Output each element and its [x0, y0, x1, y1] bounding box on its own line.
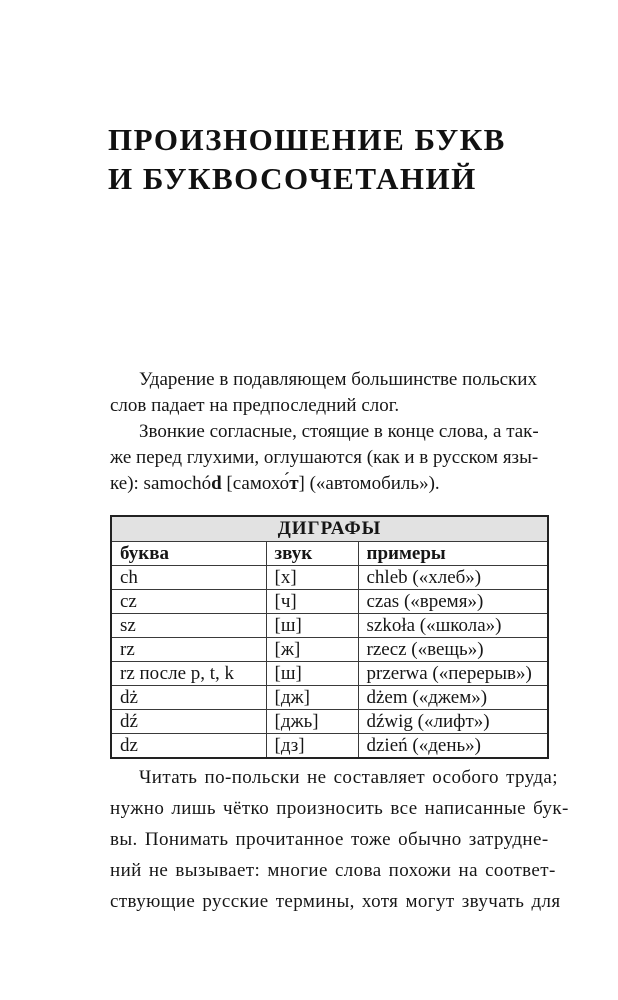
text-line	[110, 471, 550, 497]
cell-letter: dż	[111, 686, 266, 710]
paragraph-voiced-consonants	[110, 419, 550, 497]
page-title-line-2: И БУКВОСОЧЕТАНИЙ	[108, 161, 477, 196]
paragraph-stress	[110, 367, 550, 419]
text-line: ний не вызывает: многие слова похожи на соответ-	[110, 860, 556, 881]
bold-letter: d	[211, 473, 222, 494]
cell-letter: dź	[111, 710, 266, 734]
paragraph-reading	[110, 762, 569, 917]
digraphs-table	[110, 515, 549, 759]
cell-sound: [ч]	[266, 590, 358, 614]
column-header-letter: буква	[111, 542, 266, 566]
table-row	[111, 614, 548, 638]
text-line: же перед глухими, оглушаются (как и в русском язы-	[110, 447, 539, 468]
table-row	[111, 710, 548, 734]
cell-example: przerwa («перерыв»)	[358, 662, 548, 686]
cell-sound: [ж]	[266, 638, 358, 662]
text-line: вы. Понимать прочитанное тоже обычно затрудне-	[110, 829, 549, 850]
text-line: ствующие русские термины, хотя могут звучать для	[110, 891, 561, 912]
table-row	[111, 734, 548, 759]
page-title	[108, 120, 506, 198]
column-header-examples: примеры	[358, 542, 548, 566]
cell-example: chleb («хлеб»)	[358, 566, 548, 590]
cell-sound: [ш]	[266, 614, 358, 638]
page-title-line-1: ПРОИЗНОШЕНИЕ БУКВ	[108, 122, 506, 157]
column-header-sound: звук	[266, 542, 358, 566]
cell-sound: [джь]	[266, 710, 358, 734]
cell-letter: dz	[111, 734, 266, 759]
table-row	[111, 662, 548, 686]
cell-example: dzień («день»)	[358, 734, 548, 759]
cell-sound: [ш]	[266, 662, 358, 686]
text-line: Ударение в подавляющем большинстве польских	[139, 369, 537, 390]
cell-sound: [х]	[266, 566, 358, 590]
table-title: ДИГРАФЫ	[111, 516, 548, 542]
text-line: Читать по-польски не составляет особого труда;	[139, 767, 558, 788]
cell-letter: sz	[111, 614, 266, 638]
cell-sound: [дж]	[266, 686, 358, 710]
table-header-row	[111, 542, 548, 566]
cell-letter: rz после p, t, k	[111, 662, 266, 686]
bold-letter: т	[289, 473, 299, 494]
table-row	[111, 638, 548, 662]
table-row	[111, 686, 548, 710]
cell-example: rzecz («вещь»)	[358, 638, 548, 662]
cell-letter: cz	[111, 590, 266, 614]
text-segment: [самохо́	[221, 473, 290, 494]
cell-example: szkoła («школа»)	[358, 614, 548, 638]
text-line: слов падает на предпоследний слог.	[110, 395, 400, 416]
text-line: Звонкие согласные, стоящие в конце слова, а так-	[139, 421, 539, 442]
cell-letter: rz	[111, 638, 266, 662]
cell-example: dżem («джем»)	[358, 686, 548, 710]
cell-example: czas («время»)	[358, 590, 548, 614]
cell-letter: ch	[111, 566, 266, 590]
text-segment: ] («автомобиль»).	[298, 473, 440, 494]
cell-example: dźwig («лифт»)	[358, 710, 548, 734]
cell-sound: [дз]	[266, 734, 358, 759]
table-row	[111, 566, 548, 590]
table-title-row	[111, 516, 548, 542]
text-segment: ке): samochó	[110, 473, 212, 494]
text-line: нужно лишь чётко произносить все написанные бук-	[110, 798, 569, 819]
table-row	[111, 590, 548, 614]
